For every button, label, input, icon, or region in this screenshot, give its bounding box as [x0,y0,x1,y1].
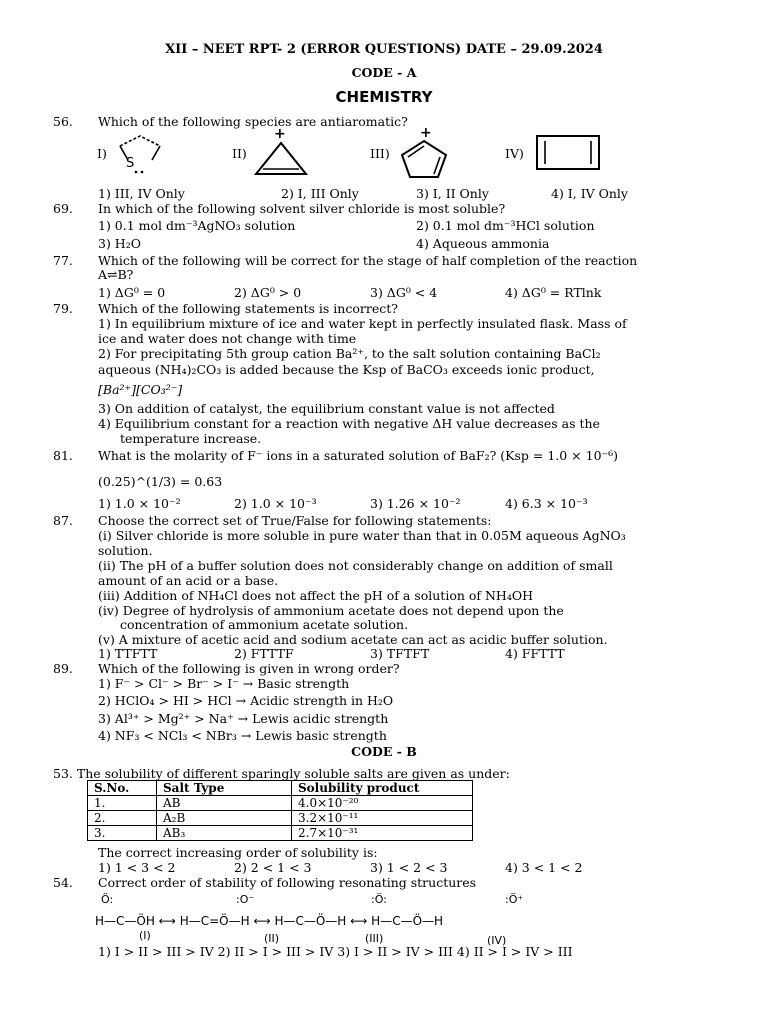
charge-sign: + [274,126,286,142]
answer-option: 1) III, IV Only [98,186,185,201]
answer-option: 4) FFTTT [505,646,565,661]
answer-option: 2) FTTTF [234,646,294,661]
question-text: The correct increasing order of solubility is: [98,845,378,860]
statement-text: 4) Equilibrium constant for a reaction with negative ΔH value decreases as the [98,416,600,431]
answer-option: 3) TFTFT [370,646,430,661]
oxygen-lone-pair-marks: :Ö⁺ [505,893,524,906]
question-text: What is the molarity of F⁻ ions in a saturated solution of BaF₂? (Ksp = 1.0 × 10⁻⁶) [98,448,619,463]
option-label: IV) [505,146,524,161]
cyclopentadienyl-cation-structure [396,137,452,181]
question-text: Choose the correct set of True/False for following statements: [98,513,492,528]
structure-label: (III) [365,932,384,945]
subject-heading: CHEMISTRY [335,88,433,106]
table-cell: 3.2×10⁻¹¹ [292,811,473,826]
charge-sign: + [420,125,432,141]
answer-option: 3) H₂O [98,236,141,251]
answer-option: 4) NF₃ < NCl₃ < NBr₃ → Lewis basic strength [98,728,387,743]
answer-option: 1) 0.1 mol dm⁻³AgNO₃ solution [98,218,296,233]
exam-title: XII – NEET RPT- 2 (ERROR QUESTIONS) DATE – 29.09.2024 [165,42,603,57]
ionic-product-expression: [Ba²⁺][CO₃²⁻] [98,382,183,397]
answer-option: 2) ΔG⁰ > 0 [234,285,302,300]
statement-text: temperature increase. [120,431,262,446]
statement-text: concentration of ammonium acetate solution. [120,617,409,632]
table-cell: AB [157,796,292,811]
table-cell: 2.7×10⁻³¹ [292,826,473,841]
question-number: 79. [53,301,73,316]
answer-option: 2) 1.0 × 10⁻³ [234,496,317,511]
structure-label: (II) [264,932,280,945]
question-number: 69. [53,201,73,216]
statement-text: aqueous (NH₄)₂CO₃ is added because the Ksp of BaCO₃ exceeds ionic product, [98,362,595,377]
statement-text: (iv) Degree of hydrolysis of ammonium acetate does not depend upon the [98,603,564,618]
table-header-row [88,781,473,796]
answer-option: 1) 1 < 3 < 2 [98,860,176,875]
table-row [88,811,473,826]
table-cell: 1. [88,796,157,811]
answer-option: 3) 1 < 2 < 3 [370,860,448,875]
answer-option: 4) I, IV Only [551,186,628,201]
question-text: Which of the following statements is incorrect? [98,301,398,316]
statement-text: solution. [98,543,153,558]
option-label: I) [97,146,107,161]
structure-label: (IV) [487,934,507,947]
answer-option: 4) ΔG⁰ = RTlnk [505,285,602,300]
table-cell: 3. [88,826,157,841]
question-number: 77. [53,253,73,268]
answer-option: 1) 1.0 × 10⁻² [98,496,181,511]
answer-option: 1) F⁻ > Cl⁻ > Br⁻ > I⁻ → Basic strength [98,676,350,691]
table-cell: AB₃ [157,826,292,841]
table-cell: A₂B [157,811,292,826]
oxygen-lone-pair-marks: Ö: [101,893,114,906]
hint-text: (0.25)^(1/3) = 0.63 [98,474,223,489]
answer-option: 3) I, II Only [416,186,489,201]
column-header: S.No. [88,781,157,796]
answer-option: 3) Al³⁺ > Mg²⁺ > Na⁺ → Lewis acidic strength [98,711,389,726]
question-text: Correct order of stability of following resonating structures [98,875,477,890]
oxygen-lone-pair-marks: :O⁻ [236,893,255,906]
answer-option: 1) TTFTT [98,646,158,661]
answer-option: 2) 0.1 mol dm⁻³HCl solution [416,218,595,233]
answer-option: 1) ΔG⁰ = 0 [98,285,166,300]
question-text: In which of the following solvent silver chloride is most soluble? [98,201,506,216]
question-number: 87. [53,513,73,528]
code-a-label: CODE - A [351,65,417,80]
answer-option: 2) HClO₄ > HI > HCl → Acidic strength in H₂O [98,693,394,708]
column-header: Salt Type [157,781,292,796]
answer-option: 3) ΔG⁰ < 4 [370,285,438,300]
resonance-structures: H—C—ÖH ⟷ H—C=Ö—H ⟷ H—C—Ö—H ⟷ H—C—Ö—H [95,914,444,928]
table-cell: 2. [88,811,157,826]
code-b-label: CODE - B [351,744,417,759]
statement-text: ice and water does not change with time [98,331,357,346]
oxygen-lone-pair-marks: :Ö: [371,893,387,906]
solubility-table [87,780,473,841]
answer-options-row: 1) I > II > III > IV 2) II > I > III > IV 3) I > II > IV > III 4) II > I > IV > III [98,944,573,959]
answer-option: 2) 2 < 1 < 3 [234,860,312,875]
answer-option: 4) Aqueous ammonia [416,236,550,251]
table-row [88,796,473,811]
sulfur-atom-label: S [126,156,135,171]
question-number: 56. [53,114,73,129]
answer-option: 4) 3 < 1 < 2 [505,860,583,875]
thiophene-structure [110,128,170,176]
answer-option: 2) I, III Only [281,186,359,201]
statement-text: 1) In equilibrium mixture of ice and water kept in perfectly insulated flask. Mass of [98,316,627,331]
question-text: 53. The solubility of different sparingly soluble salts are given as under: [53,766,510,781]
answer-option: 3) 1.26 × 10⁻² [370,496,461,511]
statement-text: amount of an acid or a base. [98,573,279,588]
statement-text: 2) For precipitating 5th group cation Ba²⁺, to the salt solution containing BaCl₂ [98,346,601,361]
statement-text: (iii) Addition of NH₄Cl does not affect the pH of a solution of NH₄OH [98,588,533,603]
option-label: III) [370,146,390,161]
answer-option: 4) 6.3 × 10⁻³ [505,496,588,511]
statement-text: (ii) The pH of a buffer solution does not considerably change on addition of small [98,558,613,573]
column-header: Solubility product [292,781,473,796]
question-text: Which of the following will be correct for the stage of half completion of the reaction [98,253,638,268]
cyclopropenyl-cation-structure [252,140,310,180]
table-row [88,826,473,841]
statement-text: (i) Silver chloride is more soluble in pure water than that in 0.05M aqueous AgNO₃ [98,528,626,543]
question-text-cont: A⇌B? [98,267,134,282]
question-text: Which of the following is given in wrong order? [98,661,400,676]
question-number: 89. [53,661,73,676]
question-number: 81. [53,448,73,463]
statement-text: (v) A mixture of acetic acid and sodium acetate can act as acidic buffer solution. [98,632,608,647]
question-text: Which of the following species are antiaromatic? [98,114,408,129]
cyclobutadiene-structure [534,133,604,173]
question-number: 54. [53,875,73,890]
statement-text: 3) On addition of catalyst, the equilibrium constant value is not affected [98,401,555,416]
structure-label: (I) [139,929,151,942]
table-cell: 4.0×10⁻²⁰ [292,796,473,811]
option-label: II) [232,146,247,161]
